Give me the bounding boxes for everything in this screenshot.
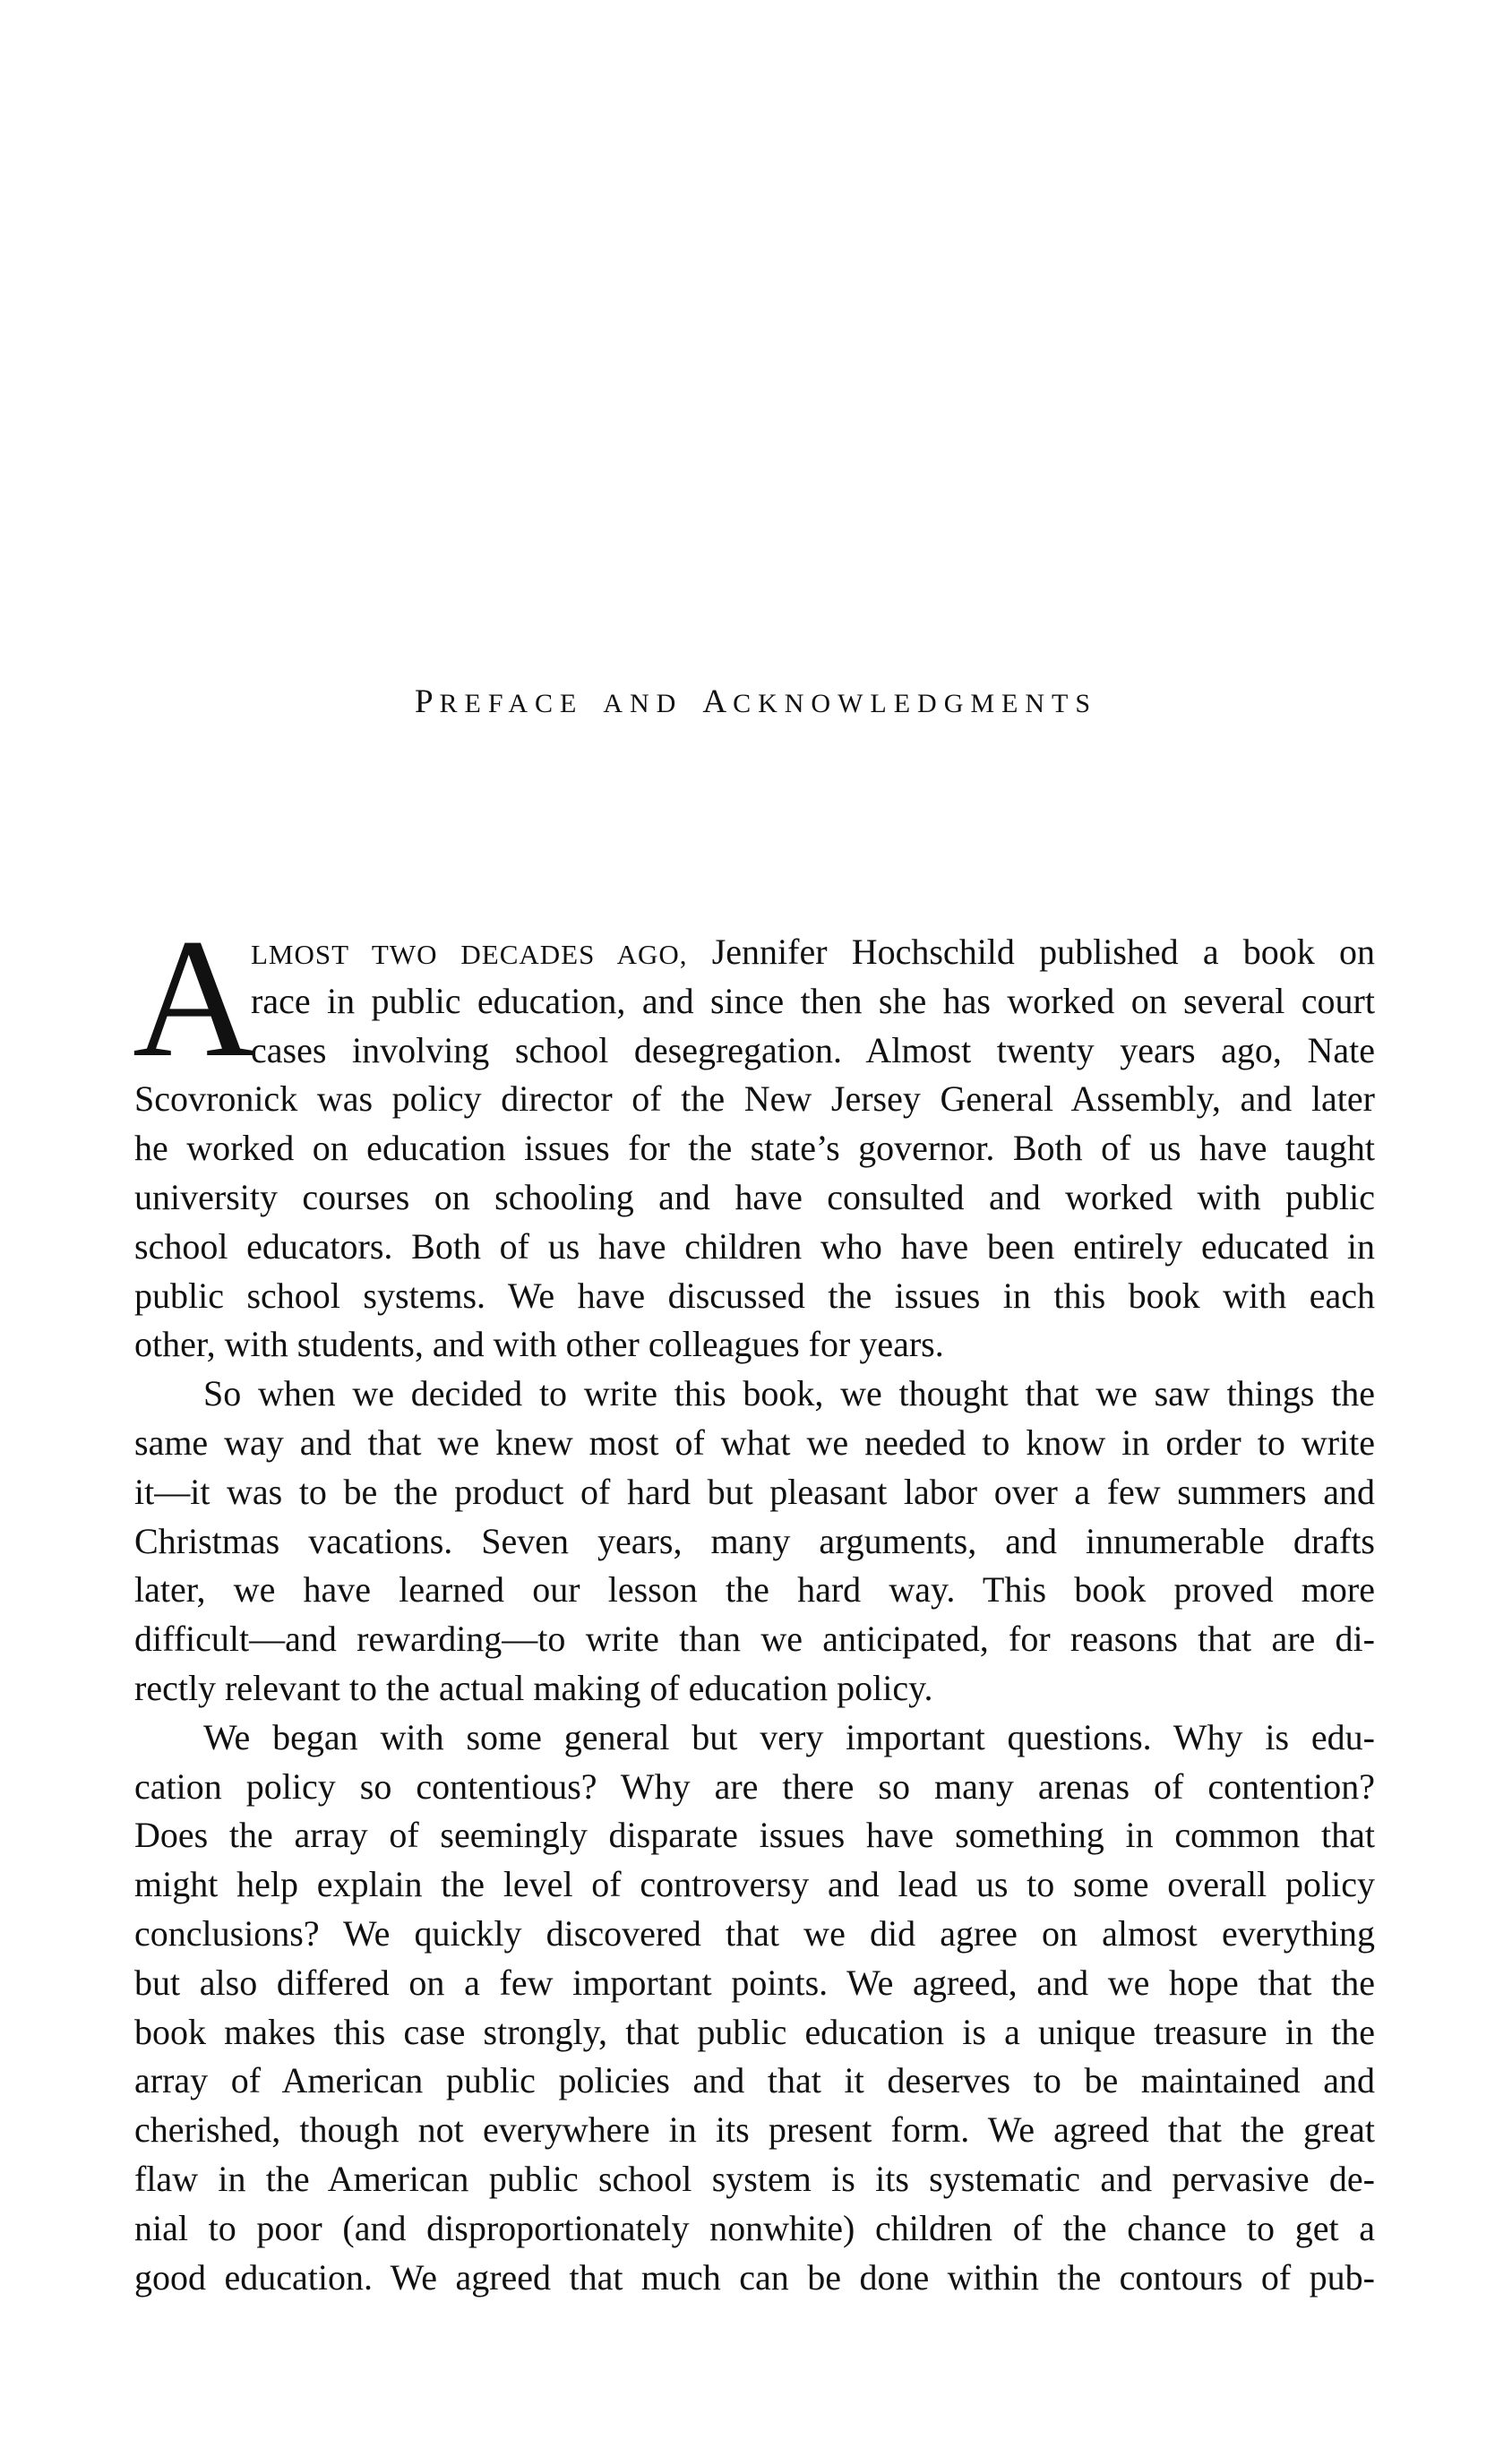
paragraph-line: same way and that we knew most of what we needed to know in order to write (134, 1422, 1375, 1463)
paragraph-line: race in public education, and since then she has worked on several court (251, 980, 1375, 1021)
title-initial-a: A (702, 683, 734, 720)
paragraph-line: it—it was to be the product of hard but pleasant labor over a few summers and (134, 1471, 1375, 1512)
paragraph-line: book makes this case strongly, that public education is a unique treasure in the (134, 2011, 1375, 2052)
paragraph-line: array of American public policies and that it deserves to be maintained and (134, 2060, 1375, 2101)
paragraph-line: but also differed on a few important points. We agreed, and we hope that the (134, 1962, 1375, 2003)
title-word-and: AND (603, 689, 683, 718)
paragraph-line: LMOST TWO DECADES AGO, Jennifer Hochschild published a book on (251, 932, 1375, 972)
paragraph-line: public school systems. We have discussed the issues in this book with each (134, 1275, 1375, 1316)
paragraph-line: conclusions? We quickly discovered that we did agree on almost everything (134, 1912, 1375, 1954)
paragraph-line: later, we have learned our lesson the hard way. This book proved more (134, 1569, 1375, 1611)
paragraph-line: good education. We agreed that much can be done within the contours of pub- (134, 2256, 1375, 2298)
paragraph-line: he worked on education issues for the state’s governor. Both of us have taught (134, 1128, 1375, 1169)
paragraph-line: cherished, though not everywhere in its present form. We agreed that the great (134, 2109, 1375, 2151)
paragraph-line: other, with students, and with other colleagues for years. (134, 1324, 944, 1365)
paragraph-line: Christmas vacations. Seven years, many arguments, and innumerable drafts (134, 1520, 1375, 1561)
paragraph-line: school educators. Both of us have children who have been entirely educated in (134, 1225, 1375, 1267)
paragraph-line: rectly relevant to the actual making of education policy. (134, 1667, 933, 1708)
paragraph-line: nial to poor (and disproportionately nonwhite) children of the chance to get a (134, 2207, 1375, 2248)
paragraph-line: Scovronick was policy director of the New Jersey General Assembly, and later (134, 1078, 1375, 1120)
opening-small-caps: LMOST TWO DECADES AGO, (251, 939, 688, 970)
drop-cap: A (133, 905, 256, 1093)
title-word-preface: REFACE (439, 689, 584, 718)
title-initial-p: P (414, 683, 440, 720)
page-title (134, 683, 1378, 721)
paragraph-line: cation policy so contentious? Why are there so many arenas of contention? (134, 1765, 1375, 1807)
paragraph-line: difficult—and rewarding—to write than we anticipated, for reasons that are di- (134, 1619, 1375, 1660)
paragraph-line: university courses on schooling and have consulted and worked with public (134, 1176, 1375, 1217)
paragraph-line: cases involving school desegregation. Almost twenty years ago, Nate (251, 1029, 1375, 1070)
paragraph-line: might help explain the level of controversy and lead us to some overall policy (134, 1864, 1375, 1905)
paragraph-line: We began with some general but very important questions. Why is edu- (203, 1716, 1375, 1757)
paragraph-line: flaw in the American public school system is its systematic and pervasive de- (134, 2158, 1375, 2199)
title-word-acknowledgments: CKNOWLEDGMENTS (733, 689, 1098, 718)
paragraph-line: Does the array of seemingly disparate issues have something in common that (134, 1815, 1375, 1856)
body-text (133, 905, 1375, 2302)
paragraph-line: So when we decided to write this book, we thought that we saw things the (203, 1373, 1375, 1414)
